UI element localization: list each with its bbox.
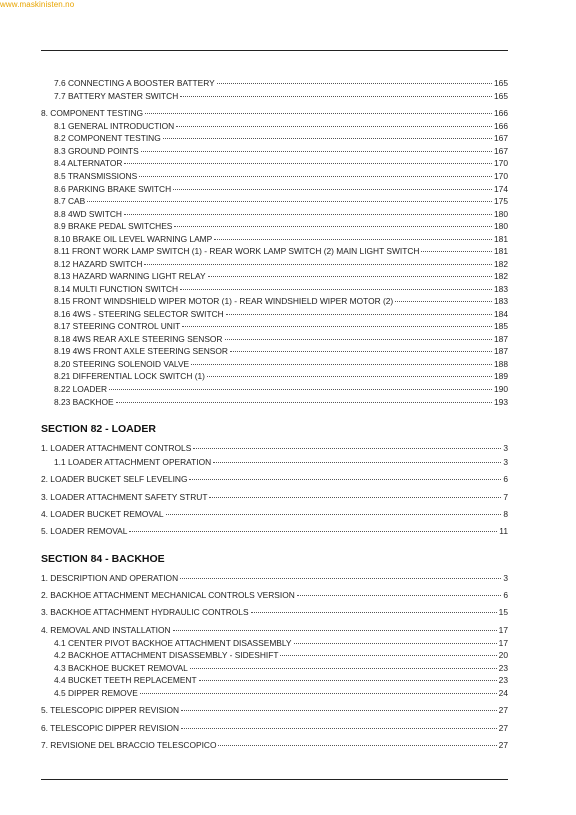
toc-entry-title: 4.4 BUCKET TEETH REPLACEMENT [54, 675, 197, 685]
top-rule [41, 50, 508, 51]
toc-entry[interactable] [54, 284, 508, 294]
toc-entry-title: 8.14 MULTI FUNCTION SWITCH [54, 284, 179, 294]
toc-entry-page: 23 [498, 663, 508, 673]
toc-entry-page: 27 [498, 740, 508, 750]
toc-entry-title: 1. LOADER ATTACHMENT CONTROLS [41, 443, 192, 453]
dot-leader [225, 339, 493, 340]
toc-entry-page: 182 [494, 271, 508, 281]
dot-leader [230, 351, 492, 352]
toc-entry[interactable] [41, 590, 508, 600]
toc-entry-title: 4.3 BACKHOE BUCKET REMOVAL [54, 663, 188, 673]
bottom-rule [41, 779, 508, 780]
toc-entry-title: 8.7 CAB [54, 196, 86, 206]
toc-entry-title: 1. DESCRIPTION AND OPERATION [41, 573, 179, 583]
dot-leader [176, 126, 492, 127]
dot-leader [294, 643, 497, 644]
dot-leader [297, 595, 502, 596]
dot-leader [207, 376, 492, 377]
toc-entry-page: 167 [494, 146, 508, 156]
toc-entry-page: 193 [494, 397, 508, 407]
toc-entry-title: 8.22 LOADER [54, 384, 108, 394]
dot-leader [140, 693, 497, 694]
toc-entry-title: 7.6 CONNECTING A BOOSTER BATTERY [54, 78, 215, 88]
toc-entry-title: 8.15 FRONT WINDSHIELD WIPER MOTOR (1) - REAR WINDSHIELD WIPER MOTOR (2) [54, 296, 394, 306]
toc-entry-page: 6 [503, 474, 508, 484]
toc-entry-title: 8.12 HAZARD SWITCH [54, 259, 143, 269]
dot-leader [395, 301, 492, 302]
toc-entry-page: 166 [494, 108, 508, 118]
toc-entry[interactable] [54, 158, 508, 168]
toc-entry-title: 8.16 4WS - STEERING SELECTOR SWITCH [54, 309, 224, 319]
toc-entry-title: 2. LOADER BUCKET SELF LEVELING [41, 474, 188, 484]
toc-entry-title: 4.1 CENTER PIVOT BACKHOE ATTACHMENT DISASSEMBLY [54, 638, 292, 648]
toc-entry-title: 8.5 TRANSMISSIONS [54, 171, 138, 181]
toc-entry[interactable] [54, 371, 508, 381]
toc-entry[interactable] [41, 526, 508, 536]
toc-entry[interactable] [54, 271, 508, 281]
toc-entry[interactable] [41, 492, 508, 502]
toc-entry-page: 170 [494, 158, 508, 168]
toc-entry[interactable] [54, 184, 508, 194]
dot-leader [109, 389, 492, 390]
toc-entry-page: 165 [494, 78, 508, 88]
dot-leader [180, 96, 492, 97]
dot-leader [251, 612, 497, 613]
toc-entry-page: 17 [498, 625, 508, 635]
toc-entry-title: 5. LOADER REMOVAL [41, 526, 128, 536]
toc-entry-title: 4.2 BACKHOE ATTACHMENT DISASSEMBLY - SIDESHIFT [54, 650, 279, 660]
dot-leader [226, 314, 492, 315]
toc-entry[interactable] [41, 625, 508, 635]
toc-entry-title: 8. COMPONENT TESTING [41, 108, 144, 118]
toc-entry-title: 5. TELESCOPIC DIPPER REVISION [41, 705, 180, 715]
toc-entry[interactable] [41, 705, 508, 715]
toc-entry[interactable] [54, 146, 508, 156]
toc-entry[interactable] [54, 688, 508, 698]
toc-entry-title: 8.17 STEERING CONTROL UNIT [54, 321, 181, 331]
toc-entry[interactable] [54, 234, 508, 244]
toc-entry[interactable] [54, 91, 508, 101]
toc-entry-page: 11 [499, 526, 508, 536]
toc-entry[interactable] [41, 443, 508, 453]
toc-entry-page: 188 [494, 359, 508, 369]
toc-entry-page: 27 [498, 705, 508, 715]
toc-entry[interactable] [54, 650, 508, 660]
toc-entry-page: 182 [494, 259, 508, 269]
toc-entry-page: 165 [494, 91, 508, 101]
dot-leader [116, 402, 492, 403]
dot-leader [173, 189, 492, 190]
dot-leader [124, 163, 492, 164]
dot-leader [190, 668, 497, 669]
toc-entry-page: 20 [498, 650, 508, 660]
toc-entry-page: 7 [503, 492, 508, 502]
toc-entry-title: 4.5 DIPPER REMOVE [54, 688, 138, 698]
toc-entry-page: 27 [498, 723, 508, 733]
dot-leader [180, 578, 501, 579]
toc-entry-page: 8 [503, 509, 508, 519]
section-82-title: SECTION 82 - LOADER [41, 423, 156, 435]
toc-entry-page: 184 [494, 309, 508, 319]
toc-entry-page: 3 [503, 573, 508, 583]
dot-leader [87, 201, 492, 202]
toc-entry[interactable] [41, 509, 508, 519]
toc-entry-page: 3 [503, 443, 508, 453]
toc-entry-page: 24 [498, 688, 508, 698]
toc-entry-title: 8.21 DIFFERENTIAL LOCK SWITCH (1) [54, 371, 205, 381]
dot-leader [182, 326, 492, 327]
toc-entry-title: 8.4 ALTERNATOR [54, 158, 123, 168]
toc-entry-title: 1.1 LOADER ATTACHMENT OPERATION [54, 457, 212, 467]
toc-entry-page: 189 [494, 371, 508, 381]
toc-entry[interactable] [54, 346, 508, 356]
toc-entry-page: 181 [494, 246, 508, 256]
toc-entry-title: 8.13 HAZARD WARNING LIGHT RELAY [54, 271, 206, 281]
toc-entry[interactable] [41, 474, 508, 484]
dot-leader [421, 251, 492, 252]
toc-entry-page: 183 [494, 296, 508, 306]
toc-entry-title: 8.9 BRAKE PEDAL SWITCHES [54, 221, 173, 231]
toc-entry[interactable] [54, 196, 508, 206]
toc-entry[interactable] [54, 296, 508, 306]
dot-leader [181, 710, 497, 711]
toc-entry-title: 4. LOADER BUCKET REMOVAL [41, 509, 164, 519]
toc-entry-page: 190 [494, 384, 508, 394]
toc-entry[interactable] [54, 133, 508, 143]
toc-entry[interactable] [41, 740, 508, 750]
toc-entry-page: 180 [494, 209, 508, 219]
toc-entry-title: 6. TELESCOPIC DIPPER REVISION [41, 723, 180, 733]
dot-leader [199, 680, 497, 681]
toc-entry[interactable] [54, 384, 508, 394]
toc-entry-title: 8.23 BACKHOE [54, 397, 114, 407]
toc-entry-title: 7.7 BATTERY MASTER SWITCH [54, 91, 179, 101]
dot-leader [189, 479, 501, 480]
toc-entry[interactable] [54, 334, 508, 344]
toc-entry-title: 8.11 FRONT WORK LAMP SWITCH (1) - REAR WORK LAMP SWITCH (2) MAIN LIGHT SWITCH [54, 246, 420, 256]
watermark-text: www.maskinisten.no [0, 0, 75, 9]
dot-leader [280, 655, 496, 656]
dot-leader [166, 514, 502, 515]
section-84-title: SECTION 84 - BACKHOE [41, 553, 165, 565]
toc-entry[interactable] [54, 309, 508, 319]
dot-leader [208, 276, 492, 277]
dot-leader [217, 83, 492, 84]
dot-leader [173, 630, 497, 631]
dot-leader [145, 113, 492, 114]
toc-entry-page: 23 [498, 675, 508, 685]
dot-leader [180, 289, 492, 290]
toc-entry[interactable] [54, 457, 508, 467]
toc-entry[interactable] [54, 321, 508, 331]
toc-entry[interactable] [54, 675, 508, 685]
toc-entry[interactable] [41, 723, 508, 733]
toc-entry-title: 8.19 4WS FRONT AXLE STEERING SENSOR [54, 346, 228, 356]
toc-entry[interactable] [41, 573, 508, 583]
dot-leader [214, 239, 492, 240]
toc-entry-title: 2. BACKHOE ATTACHMENT MECHANICAL CONTROLS VERSION [41, 590, 295, 600]
toc-entry-title: 8.20 STEERING SOLENOID VALVE [54, 359, 190, 369]
dot-leader [144, 264, 492, 265]
toc-entry-title: 4. REMOVAL AND INSTALLATION [41, 625, 171, 635]
toc-entry[interactable] [41, 607, 508, 617]
toc-entry[interactable] [54, 259, 508, 269]
toc-entry-page: 187 [494, 334, 508, 344]
dot-leader [129, 531, 497, 532]
toc-entry-page: 15 [498, 607, 508, 617]
toc-entry-page: 175 [494, 196, 508, 206]
toc-entry-title: 7. REVISIONE DEL BRACCIO TELESCOPICO [41, 740, 217, 750]
toc-entry[interactable] [54, 397, 508, 407]
toc-entry-title: 8.3 GROUND POINTS [54, 146, 139, 156]
dot-leader [218, 745, 496, 746]
toc-entry[interactable] [54, 246, 508, 256]
toc-entry-title: 8.8 4WD SWITCH [54, 209, 122, 219]
toc-entry-title: 8.1 GENERAL INTRODUCTION [54, 121, 175, 131]
toc-entry-page: 180 [494, 221, 508, 231]
toc-entry[interactable] [41, 108, 508, 118]
toc-entry-page: 170 [494, 171, 508, 181]
dot-leader [124, 214, 492, 215]
toc-entry-title: 8.18 4WS REAR AXLE STEERING SENSOR [54, 334, 223, 344]
dot-leader [181, 728, 497, 729]
toc-entry-page: 183 [494, 284, 508, 294]
toc-entry-page: 187 [494, 346, 508, 356]
dot-leader [191, 364, 492, 365]
toc-entry-page: 6 [503, 590, 508, 600]
dot-leader [139, 176, 492, 177]
dot-leader [163, 138, 492, 139]
toc-entry-page: 3 [503, 457, 508, 467]
toc-entry[interactable] [54, 209, 508, 219]
dot-leader [209, 497, 501, 498]
toc-entry[interactable] [54, 359, 508, 369]
toc-entry[interactable] [54, 221, 508, 231]
toc-entry-title: 3. BACKHOE ATTACHMENT HYDRAULIC CONTROLS [41, 607, 249, 617]
toc-entry[interactable] [54, 663, 508, 673]
toc-entry-page: 166 [494, 121, 508, 131]
toc-entry[interactable] [54, 171, 508, 181]
toc-entry-title: 8.2 COMPONENT TESTING [54, 133, 161, 143]
dot-leader [141, 151, 492, 152]
toc-entry-title: 8.10 BRAKE OIL LEVEL WARNING LAMP [54, 234, 213, 244]
toc-entry-title: 8.6 PARKING BRAKE SWITCH [54, 184, 172, 194]
toc-entry-page: 181 [494, 234, 508, 244]
toc-entry-page: 167 [494, 133, 508, 143]
dot-leader [213, 462, 501, 463]
toc-entry-title: 3. LOADER ATTACHMENT SAFETY STRUT [41, 492, 208, 502]
dot-leader [193, 448, 501, 449]
toc-entry[interactable] [54, 638, 508, 648]
toc-entry-page: 174 [494, 184, 508, 194]
toc-entry[interactable] [54, 121, 508, 131]
dot-leader [174, 226, 492, 227]
toc-entry-page: 17 [498, 638, 508, 648]
toc-entry[interactable] [54, 78, 508, 88]
toc-entry-page: 185 [494, 321, 508, 331]
